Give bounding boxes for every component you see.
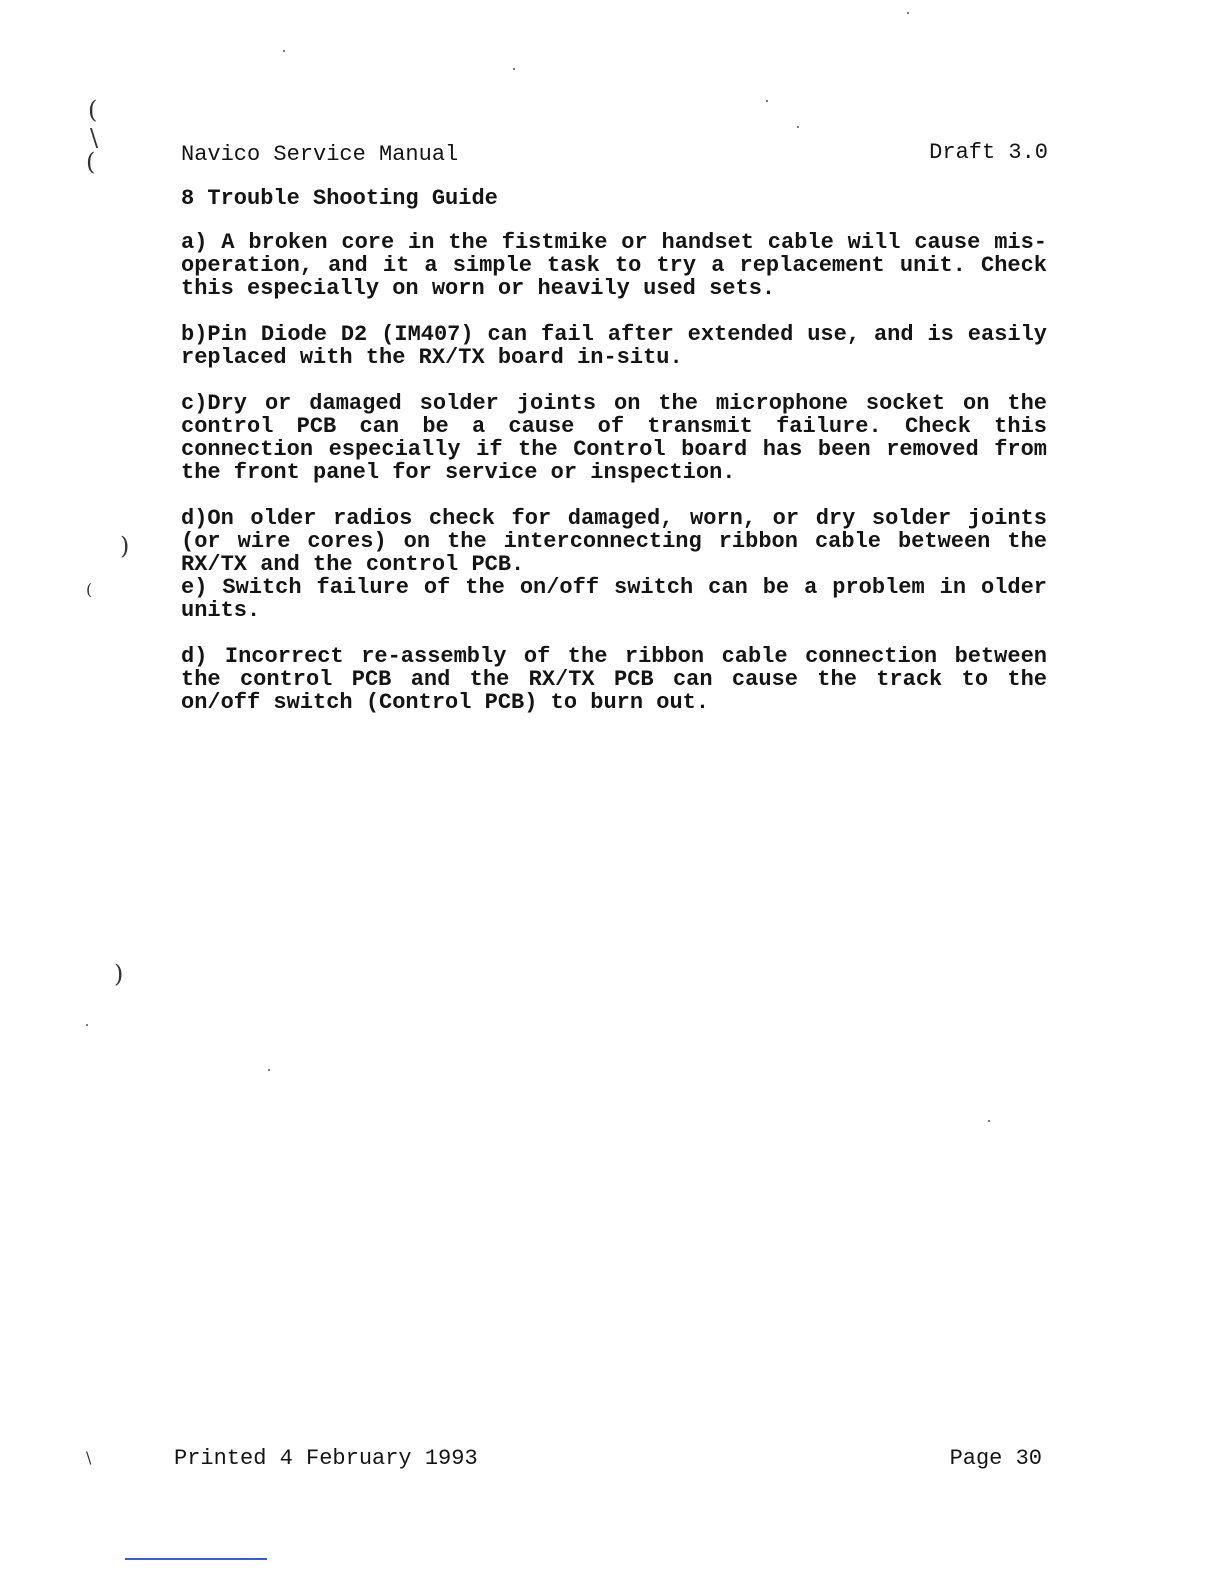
footer-printed-date: Printed 4 February 1993 [174, 1446, 478, 1471]
scan-speck [513, 68, 515, 70]
scan-mark: \ [90, 124, 99, 152]
paragraph-a: a) A broken core in the fistmike or handset cable will cause mis-operation, and it a simple task to try a replacement unit. Check this especially on worn or heavily used sets. [181, 230, 1047, 301]
scan-speck [86, 1024, 88, 1026]
scan-mark: \ [86, 1448, 92, 1467]
scan-underline-artifact [125, 1558, 267, 1560]
scan-speck [907, 12, 909, 14]
scan-mark: ( [86, 580, 93, 599]
paragraph-d-older-radios: d)On older radios check for damaged, worn, or dry solder joints (or wire cores) on the interconnecting ribbon cable between the RX/TX and the control PCB. [181, 506, 1047, 577]
scan-speck [797, 126, 799, 128]
scan-mark: ( [86, 148, 96, 176]
footer-page-number: Page 30 [949, 1446, 1042, 1471]
scan-speck [268, 1069, 270, 1071]
paragraph-b: b)Pin Diode D2 (IM407) can fail after extended use, and is easily replaced with the RX/TX board in-situ. [181, 322, 1047, 370]
scan-speck [988, 1120, 990, 1122]
section-title: 8 Trouble Shooting Guide [181, 186, 498, 211]
scan-mark: ) [114, 960, 124, 988]
scan-mark: ) [120, 532, 130, 560]
paragraph-c: c)Dry or damaged solder joints on the microphone socket on the control PCB can be a cause of transmit failure. Check this connection especially if the Control board has been removed from the front panel for service or inspection. [181, 391, 1047, 485]
document-draft-label: Draft 3.0 [929, 140, 1048, 165]
scan-speck [766, 100, 768, 102]
document-body [181, 231, 1047, 737]
paragraph-d-reassembly: d) Incorrect re-assembly of the ribbon cable connection between the control PCB and the RX/TX PCB can cause the track to the on/off switch (Control PCB) to burn out. [181, 644, 1047, 715]
document-header-title: Navico Service Manual [181, 142, 459, 167]
scan-mark: ( [88, 96, 98, 124]
scan-speck [283, 50, 285, 52]
paragraph-e: e) Switch failure of the on/off switch can be a problem in older units. [181, 575, 1047, 623]
